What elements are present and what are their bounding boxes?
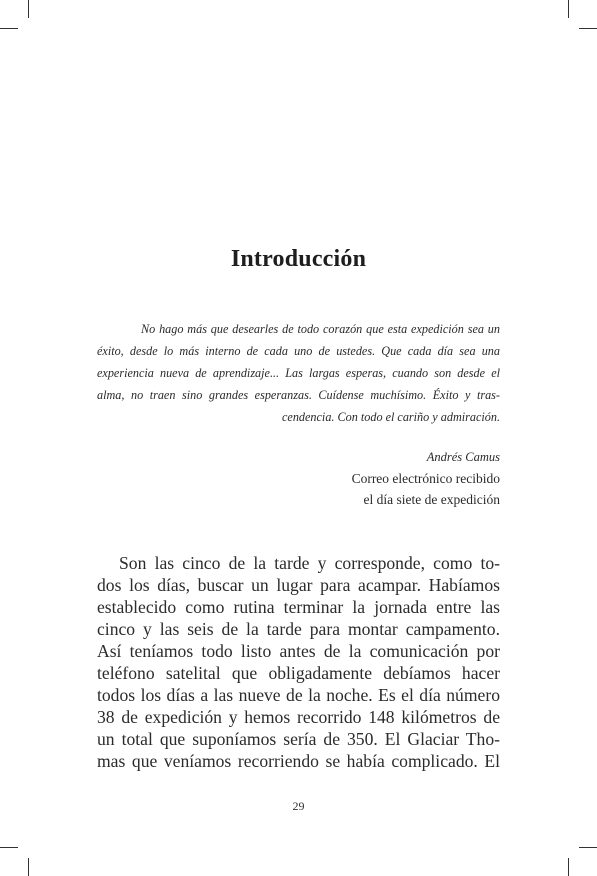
epigraph <box>97 318 500 428</box>
body-line: Son las cinco de la tarde y corresponde, como to- <box>119 553 500 573</box>
crop-mark-bottom-left <box>28 858 29 876</box>
body-line: mas que veníamos recorriendo se había complicado. El <box>97 751 500 771</box>
crop-mark-bottom-right <box>568 858 569 876</box>
crop-mark-bottom-right-h <box>579 847 597 848</box>
epigraph-source-line: el día siete de expedición <box>363 492 500 507</box>
body-line: todos los días a las nueve de la noche. Es el día número <box>97 685 500 705</box>
body-line: un total que suponíamos sería de 350. El Glaciar Tho- <box>97 729 500 749</box>
body-line: establecido como rutina terminar la jornada entre las <box>97 597 500 617</box>
body-paragraph <box>97 552 500 772</box>
crop-mark-bottom-left-h <box>0 847 18 848</box>
page-number: 29 <box>292 799 305 813</box>
crop-mark-top-left <box>28 0 29 18</box>
epigraph-line: experiencia nueva de aprendizaje... Las largas esperas, cuando son desde el <box>97 366 500 380</box>
epigraph-line: alma, no traen sino grandes esperanzas. Cuídense muchísimo. Éxito y tras- <box>97 388 500 402</box>
epigraph-line: No hago más que desearles de todo corazón que esta expedición sea un <box>141 322 500 336</box>
body-line: dos los días, buscar un lugar para acampar. Habíamos <box>97 575 500 595</box>
epigraph-author: Andrés Camus <box>426 450 500 464</box>
crop-mark-top-right <box>568 0 569 18</box>
epigraph-line: cendencia. Con todo el cariño y admiración. <box>282 410 500 424</box>
chapter-title: Introducción <box>230 246 367 272</box>
body-line: Así teníamos todo listo antes de la comunicación por <box>97 641 500 661</box>
crop-mark-top-right-h <box>579 28 597 29</box>
crop-mark-top-left-h <box>0 28 18 29</box>
epigraph-line: éxito, desde lo más interno de cada uno de ustedes. Que cada día sea una <box>97 344 500 358</box>
body-line: teléfono satelital que obligadamente debíamos hacer <box>97 663 500 683</box>
epigraph-attribution <box>352 447 500 510</box>
body-line: cinco y las seis de la tarde para montar campamento. <box>97 619 500 639</box>
epigraph-source-line: Correo electrónico recibido <box>351 471 500 486</box>
body-line: 38 de expedición y hemos recorrido 148 kilómetros de <box>97 707 500 727</box>
